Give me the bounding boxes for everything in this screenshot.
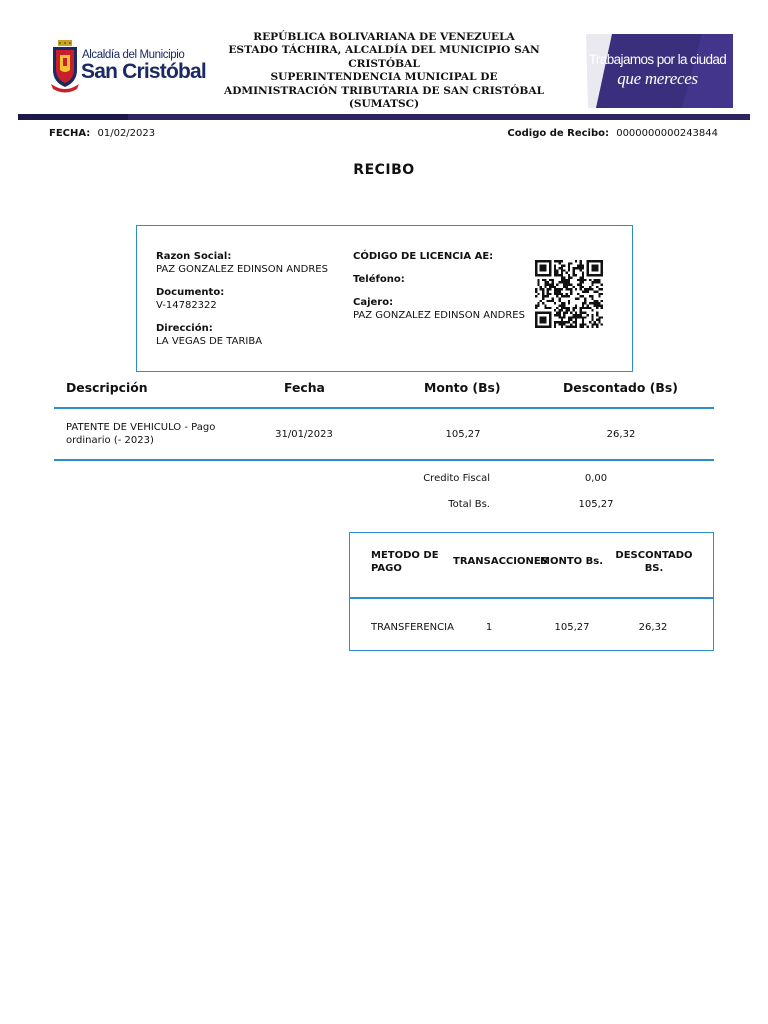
taxpayer-info-box xyxy=(136,225,633,372)
receipt-date xyxy=(49,128,155,139)
pay-col-monto-header: MONTO Bs. xyxy=(540,556,603,567)
pay-descontado: 26,32 xyxy=(638,622,668,633)
pay-monto: 105,27 xyxy=(554,622,590,633)
header-institution xyxy=(218,31,550,111)
telefono-field xyxy=(353,274,405,287)
logo-subtitle: Alcaldía del Municipio xyxy=(82,49,185,61)
header-line-2: ESTADO TÁCHIRA, ALCALDÍA DEL MUNICIPIO SAN CRISTÓBAL xyxy=(228,44,540,70)
banner-slogan-line-1: Trabajamos por la ciudad xyxy=(588,52,727,67)
col-descripcion-header: Descripción xyxy=(66,380,148,395)
coat-of-arms-icon xyxy=(50,40,80,94)
direccion-field xyxy=(156,323,262,348)
credito-fiscal-value: 0,00 xyxy=(584,473,608,484)
table-bottom-rule xyxy=(54,459,714,461)
col-monto-header: Monto (Bs) xyxy=(424,380,501,395)
codigo-label: Codigo de Recibo: xyxy=(507,128,610,139)
cajero-field xyxy=(353,297,525,322)
direccion-value: LA VEGAS DE TARIBA xyxy=(156,335,263,347)
cajero-label: Cajero: xyxy=(353,297,394,308)
payment-table xyxy=(349,532,714,651)
municipality-logo xyxy=(50,38,206,96)
row-monto: 105,27 xyxy=(445,429,481,440)
pay-col-metodo-header: METODO DE PAGO xyxy=(371,550,439,574)
row-descripcion: PATENTE DE VEHICULO - Pago ordinario (- 2023) xyxy=(66,422,216,446)
pay-col-descontado-header: DESCONTADO BS. xyxy=(615,550,693,574)
page-title: RECIBO xyxy=(353,162,415,178)
credito-fiscal-label: Credito Fiscal xyxy=(423,473,490,484)
col-descontado-header: Descontado (Bs) xyxy=(563,380,678,395)
pay-transacciones: 1 xyxy=(485,622,493,633)
header-divider xyxy=(18,114,750,120)
slogan-banner xyxy=(582,34,733,108)
documento-label: Documento: xyxy=(156,287,225,298)
total-value: 105,27 xyxy=(578,499,614,510)
logo-title: San Cristóbal xyxy=(81,60,206,83)
pay-col-transacciones-header: TRANSACCIONES xyxy=(453,556,548,567)
licencia-label: CÓDIGO DE LICENCIA AE: xyxy=(353,251,494,262)
cajero-value: PAZ GONZALEZ EDINSON ANDRES xyxy=(353,309,525,321)
codigo-value: 0000000000243844 xyxy=(616,128,718,139)
documento-field xyxy=(156,287,224,312)
razon-social-value: PAZ GONZALEZ EDINSON ANDRES xyxy=(156,263,328,275)
razon-social-field xyxy=(156,251,328,276)
row-descontado: 26,32 xyxy=(606,429,636,440)
row-fecha: 31/01/2023 xyxy=(275,429,333,440)
payment-header-rule xyxy=(350,597,713,599)
receipt-code xyxy=(507,128,718,139)
banner-slogan-line-2: que mereces xyxy=(617,69,698,88)
licencia-field xyxy=(353,251,493,264)
col-fecha-header: Fecha xyxy=(284,380,325,395)
direccion-label: Dirección: xyxy=(156,323,213,334)
fecha-value: 01/02/2023 xyxy=(97,128,156,139)
qr-code-icon xyxy=(535,260,603,328)
razon-social-label: Razon Social: xyxy=(156,251,232,262)
total-label: Total Bs. xyxy=(448,499,490,510)
telefono-label: Teléfono: xyxy=(353,274,405,285)
table-top-rule xyxy=(54,407,714,409)
header-line-3: SUPERINTENDENCIA MUNICIPAL DE ADMINISTRACIÓN TRIBUTARIA DE SAN CRISTÓBAL (SUMATSC) xyxy=(223,71,545,111)
pay-metodo: TRANSFERENCIA xyxy=(371,622,454,633)
fecha-label: FECHA: xyxy=(49,128,91,139)
header-line-1: REPÚBLICA BOLIVARIANA DE VENEZUELA xyxy=(253,31,515,43)
documento-value: V-14782322 xyxy=(156,299,217,311)
